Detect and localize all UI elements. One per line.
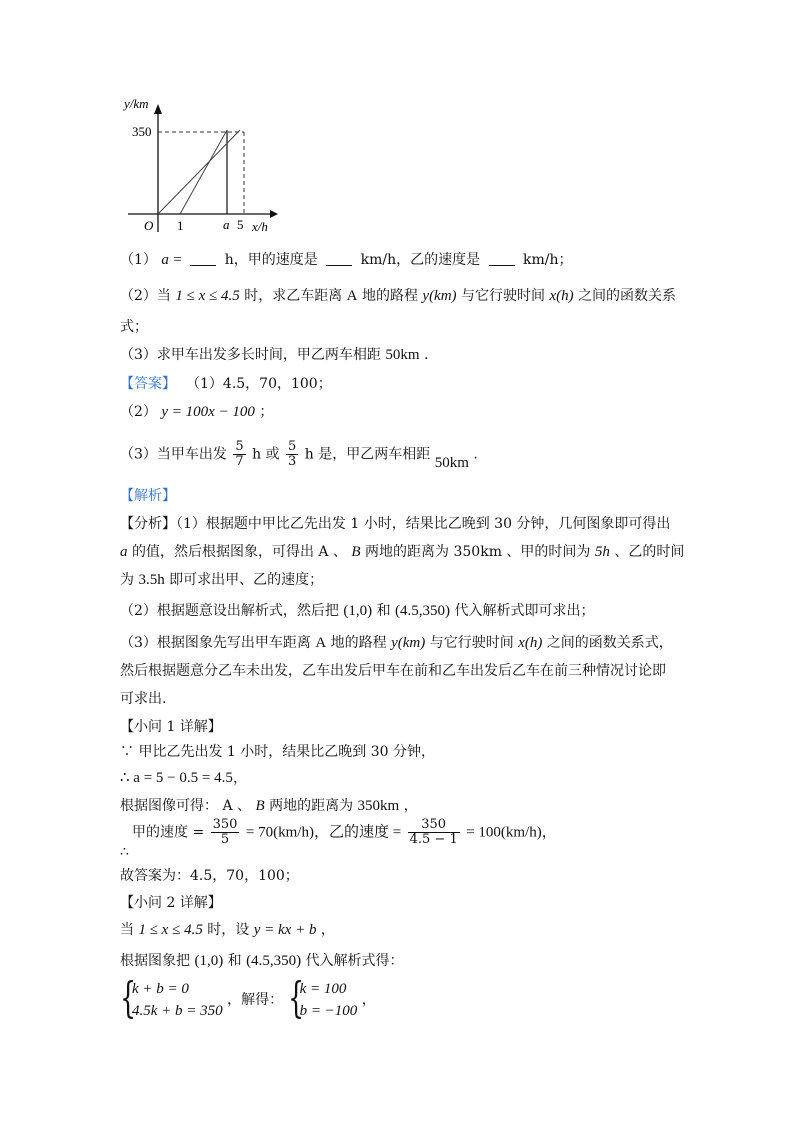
answer-3: （3）当甲车出发 $\frac{5}{7}$ h 或 $\frac{5}{3}$ h 是，甲乙两车相距 50km . (120, 439, 478, 471)
line-jia (158, 130, 240, 214)
analysis-p3-line3: 可求出. (120, 691, 167, 707)
analysis-tag: 【解析】 (120, 488, 176, 504)
sub2-line2: 根据图象把 (1,0) 和 (4.5,350) 代入解析式得： (120, 953, 404, 969)
fraction-350-3p5: $\frac{350}{4.5 - 1}$ (409, 817, 458, 847)
answer-blank-3 (489, 253, 515, 266)
answer-1: （1）4.5，70，100； (186, 376, 332, 392)
x-tick-1: 1 (177, 218, 184, 233)
equation-system-2: { k = 100 b = −100 (287, 973, 358, 1022)
sub2-tag: 【小问 2 详解】 (120, 895, 222, 911)
question-1: （1） a = h，甲的速度是 km/h，乙的速度是 km/h； (120, 252, 573, 268)
answer-tag: 【答案】 (120, 376, 176, 392)
sub1-line2: ∴ a = 5 − 0.5 = 4.5， (120, 770, 248, 786)
question-2-line-1: （2）当 1 ≤ x ≤ 4.5 时，求乙车距离 A 地的路程 y(km) 与它行驶时间 x(h) 之间的函数关系 (120, 288, 677, 304)
x-axis-label: x/h (252, 219, 268, 234)
y-axis-arrow (154, 104, 162, 114)
sub1-line5: 故答案为：4.5，70，100； (120, 868, 299, 884)
origin-label: O (144, 218, 154, 233)
answer-blank-1 (190, 253, 216, 266)
line-yi (180, 130, 227, 214)
x-tick-5: 5 (237, 217, 244, 232)
answer-2: （2） y = 100x − 100 ； (120, 404, 274, 420)
sub2-systems: { k + b = 0 4.5k + b = 350 ，解得： { k = 100 b = −100 ， (120, 973, 376, 1022)
sub1-tag: 【小问 1 详解】 (120, 719, 222, 735)
fraction-5-7: $\frac{5}{7}$ (235, 439, 244, 469)
analysis-p1-line1: 【分析】（1）根据题中甲比乙先出发 1 小时，结果比乙晚到 30 分钟，几何图象即可得出 (120, 516, 671, 532)
y-tick-350: 350 (132, 124, 152, 139)
x-axis-arrow (270, 210, 278, 218)
answer-blank-2 (326, 253, 352, 266)
analysis-p1-line3: 为 3.5h 即可求出甲、乙的速度； (120, 572, 324, 588)
question-3: （3）求甲车出发多长时间，甲乙两车相距 50km . (120, 347, 429, 363)
sub2-line1: 当 1 ≤ x ≤ 4.5 时，设 y = kx + b ， (120, 922, 335, 938)
analysis-p2: （2）根据题意设出解析式，然后把 (1,0) 和 (4.5,350) 代入解析式即可求出； (120, 603, 595, 619)
analysis-p3-line2: 然后根据题意分乙车未出发，乙车出发后甲车在前和乙车出发后乙车在前三种情况讨论即 (120, 663, 666, 679)
fraction-350-5: $\frac{350}{5}$ (212, 817, 238, 847)
question-2-line-2: 式； (120, 319, 148, 335)
fraction-5-3: $\frac{5}{3}$ (288, 439, 297, 469)
y-axis-label: y/km (124, 96, 149, 111)
distance-time-graph (110, 92, 290, 242)
sub1-line3: 根据图像可得： A 、 B 两地的距离为 350km ， (120, 798, 418, 814)
therefore-symbol: ∴ (120, 844, 129, 860)
analysis-p1-line2: a 的值，然后根据图象，可得出 A 、 B 两地的距离为 350km 、甲的时间为 5h 、乙的时间 (120, 544, 685, 560)
analysis-p3-line1: （3）根据图象先写出甲车距离 A 地的路程 y(km) 与它行驶时间 x(h) 之间的函数关系式， (120, 635, 673, 651)
sub1-line1: ∵ 甲比乙先出发 1 小时，结果比乙晚到 30 分钟， (120, 744, 435, 760)
x-tick-a: a (223, 217, 230, 232)
equation-system-1: { k + b = 0 4.5k + b = 350 (120, 973, 223, 1022)
sub1-line4: 甲的速度 = $\frac{350}{5}$ = 70(km/h)，乙的速度 = $\frac{350}{4.5 - 1}$ = 100(km/h)， (132, 817, 557, 847)
